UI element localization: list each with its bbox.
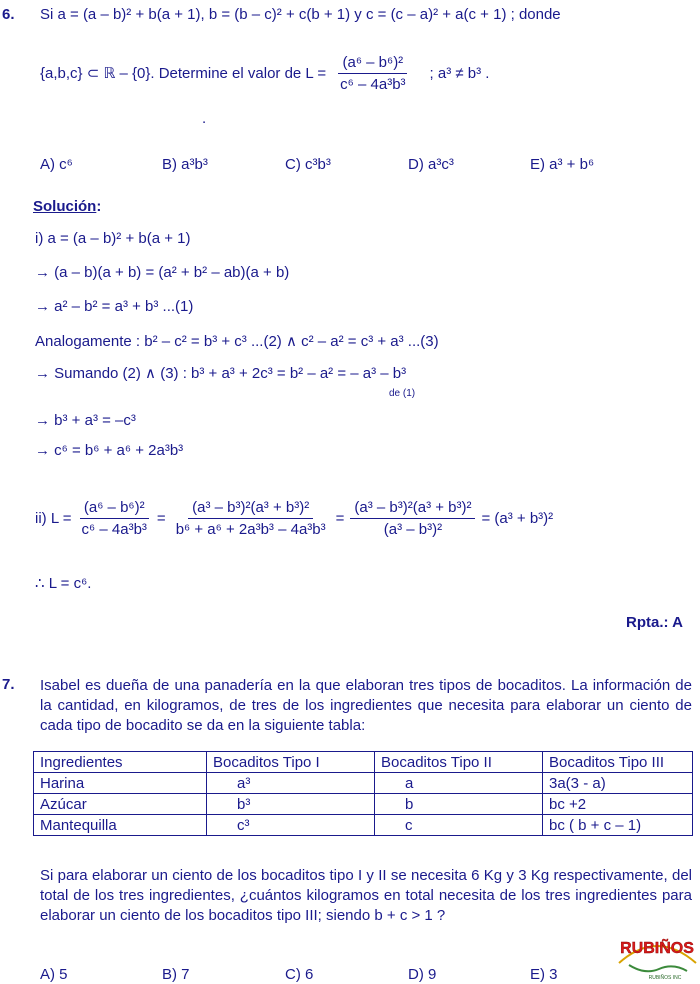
table-cell: bc +2 <box>543 794 693 815</box>
table-cell: c³ <box>207 815 375 836</box>
table-cell: b³ <box>207 794 375 815</box>
frac-2-num: (a³ – b³)²(a³ + b³)² <box>188 499 313 519</box>
frac-1-num: (a⁶ – b⁶)² <box>80 499 149 519</box>
problem-6-number: 6. <box>2 6 15 23</box>
table-header: Bocaditos Tipo II <box>375 752 543 773</box>
solution-step-2: → (a – b)(a + b) = (a² + b² – ab)(a + b) <box>35 264 290 281</box>
rubinos-logo <box>615 925 700 983</box>
frac-3-den: (a³ – b³)² <box>383 520 443 538</box>
solution-step-6: → b³ + a³ = –c³ <box>35 412 136 429</box>
table-row <box>34 815 693 836</box>
ingredients-table <box>33 751 693 836</box>
problem-6-statement-line2 <box>40 38 489 108</box>
p7-option-c: C) 6 <box>285 966 314 983</box>
L-label: ii) L = <box>35 509 72 527</box>
table-cell: Harina <box>34 773 207 794</box>
frac-2-den: b⁶ + a⁶ + 2a³b³ – 4a³b³ <box>175 520 326 538</box>
table-cell: a³ <box>207 773 375 794</box>
L-numerator: (a⁶ – b⁶)² <box>338 54 407 74</box>
table-header: Ingredientes <box>34 752 207 773</box>
table-cell: c <box>375 815 543 836</box>
p7-option-d: D) 9 <box>408 966 437 983</box>
solution-colon: : <box>96 198 102 215</box>
p7-option-a: A) 5 <box>40 966 68 983</box>
table-cell: 3a(3 - a) <box>543 773 693 794</box>
solution-step-5: → Sumando (2) ∧ (3) : b³ + a³ + 2c³ = b² – a² = – a³ – b³ <box>35 365 407 382</box>
answer: Rpta.: A <box>626 614 683 631</box>
L-fraction <box>336 54 409 93</box>
table-header: Bocaditos Tipo I <box>207 752 375 773</box>
equals-1: = <box>156 509 166 527</box>
p7-option-e: E) 3 <box>530 966 558 983</box>
table-cell: Mantequilla <box>34 815 207 836</box>
stray-dot: . <box>202 110 207 127</box>
line2-prefix: {a,b,c} ⊂ ℝ – {0}. Determine el valor de L = <box>40 65 327 82</box>
table-cell: Azúcar <box>34 794 207 815</box>
solution-step-7: → c⁶ = b⁶ + a⁶ + 2a³b³ <box>35 442 184 459</box>
option-c: C) c³b³ <box>285 156 331 173</box>
solution-step-1: i) a = (a – b)² + b(a + 1) <box>35 230 191 247</box>
table-row <box>34 773 693 794</box>
table-header-row <box>34 752 693 773</box>
frac-2 <box>172 499 330 538</box>
solution-heading <box>33 198 101 215</box>
frac-1 <box>78 499 151 538</box>
line2-suffix: ; a³ ≠ b³ . <box>429 64 490 82</box>
solution-step-5-note: de (1) <box>389 388 416 399</box>
problem-6-statement-line1: Si a = (a – b)² + b(a + 1), b = (b – c)² + c(b + 1) y c = (c – a)² + a(c + 1) ; donde <box>40 6 561 23</box>
problem-7-intro: Isabel es dueña de una panadería en la que elaboran tres tipos de bocaditos. La información de la cantidad, en kilogramos, de tres de los ingredientes que necesita para elaborar un ciento de cada tipo de bocadito se da en la siguiente tabla: <box>40 677 692 734</box>
logo-text: RUBIÑOS <box>620 940 694 957</box>
frac-3-num: (a³ – b³)²(a³ + b³)² <box>350 499 475 519</box>
option-a: A) c⁶ <box>40 156 73 173</box>
table-cell: bc ( b + c – 1) <box>543 815 693 836</box>
frac-3 <box>350 499 475 538</box>
problem-7-number: 7. <box>2 676 15 693</box>
solution-step-8 <box>35 478 553 558</box>
solution-title: Solución <box>33 198 97 215</box>
equals-2: = <box>335 509 345 527</box>
table-cell: b <box>375 794 543 815</box>
option-b: B) a³b³ <box>162 156 208 173</box>
p7-option-b: B) 7 <box>162 966 190 983</box>
table-row <box>34 794 693 815</box>
frac-1-den: c⁶ – 4a³b³ <box>81 520 147 538</box>
table-header: Bocaditos Tipo III <box>543 752 693 773</box>
logo-swoosh <box>629 965 687 971</box>
option-e: E) a³ + b⁶ <box>530 156 595 173</box>
logo-subtext: RUBIÑOS INC <box>648 975 682 981</box>
solution-step-3: → a² – b² = a³ + b³ ...(1) <box>35 298 194 315</box>
conclusion: ∴ L = c⁶. <box>35 575 92 592</box>
L-denominator: c⁶ – 4a³b³ <box>340 75 406 93</box>
table-cell: a <box>375 773 543 794</box>
solution-step-4: Analogamente : b² – c² = b³ + c³ ...(2) ∧ c² – a² = c³ + a³ ...(3) <box>35 333 439 350</box>
option-d: D) a³c³ <box>408 156 454 173</box>
result: = (a³ + b³)² <box>481 509 554 527</box>
problem-7-question: Si para elaborar un ciento de los bocaditos tipo I y II se necesita 6 Kg y 3 Kg respectivamente, del total de los tres ingredientes, ¿cuántos kilogramos en total necesita de los tres ingredientes para elaborar un ciento de los bocaditos tipo III; siendo b + c > 1 ? <box>40 867 692 924</box>
